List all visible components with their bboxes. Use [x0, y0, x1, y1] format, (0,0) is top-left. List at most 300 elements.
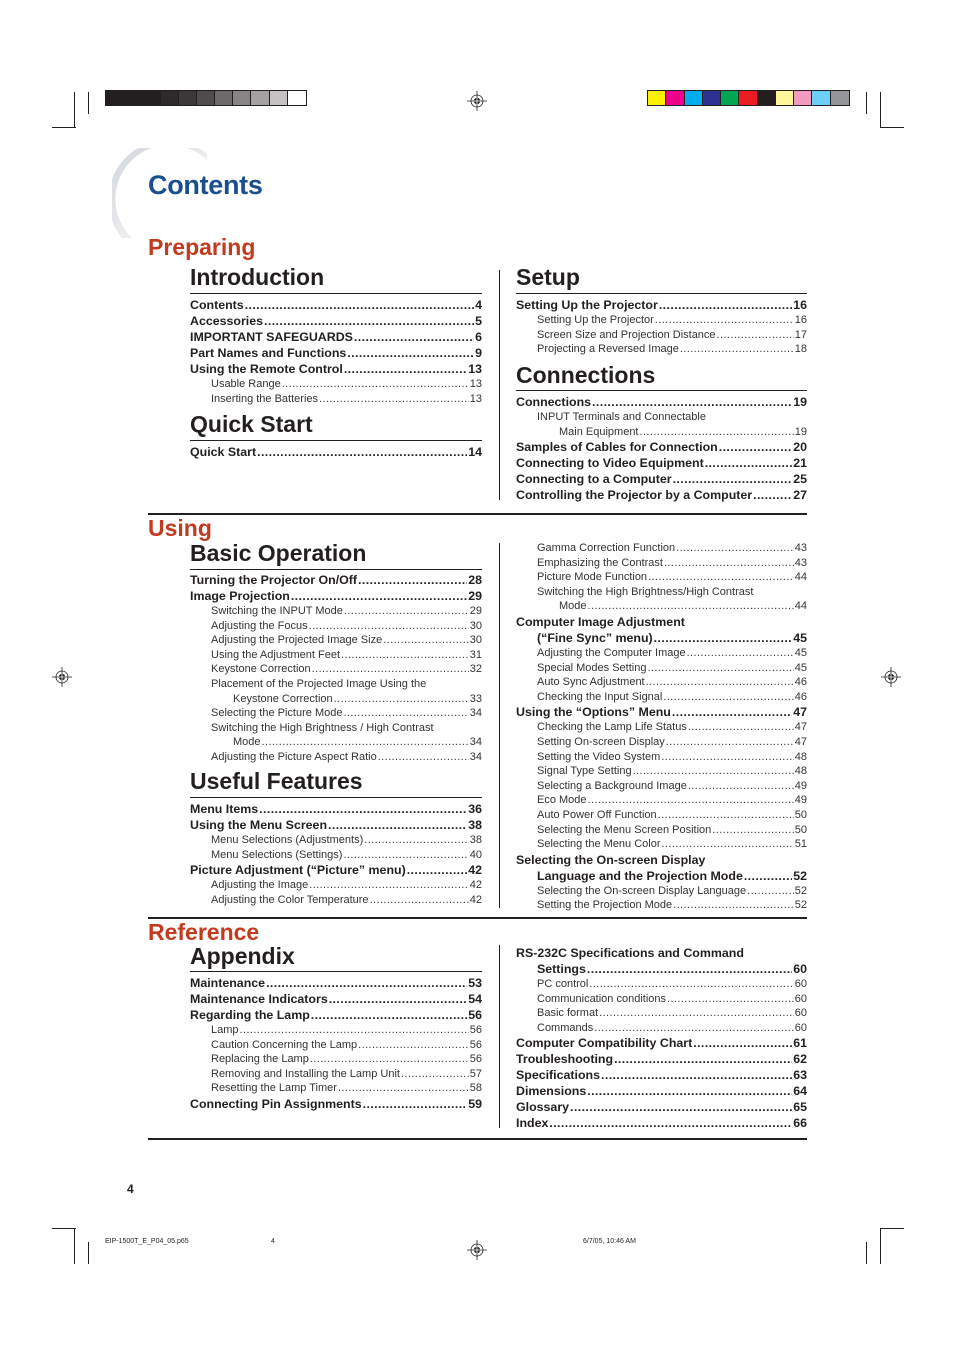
- toc-entry[interactable]: [516, 541, 807, 556]
- toc-entry[interactable]: [516, 471, 807, 487]
- toc-entry-page: 51: [794, 838, 807, 851]
- toc-leader-dots: [664, 556, 794, 571]
- toc-entry-title: Screen Size and Projection Distance: [537, 328, 716, 341]
- toc-entry-title: Connecting to Video Equipment: [516, 456, 704, 471]
- toc-leader-dots: [347, 345, 474, 361]
- toc-list-reference-continued: [516, 945, 807, 1131]
- toc-entry-page: 47: [794, 735, 807, 748]
- toc-entry[interactable]: [516, 837, 807, 852]
- toc-entry-page: 46: [794, 676, 807, 689]
- toc-leader-dots: [341, 648, 469, 663]
- toc-entry-page: 34: [469, 750, 482, 763]
- toc-entry[interactable]: [190, 662, 482, 677]
- toc-leader-dots: [329, 991, 467, 1007]
- chapter-heading-quick-start: Quick Start: [190, 411, 313, 437]
- toc-leader-dots: [311, 1007, 467, 1023]
- registration-mark-icon: [467, 91, 487, 111]
- toc-leader-dots: [364, 833, 469, 848]
- toc-entry[interactable]: [516, 1006, 807, 1021]
- toc-entry-page: 65: [793, 1100, 807, 1115]
- toc-entry-title: Setting the Video System: [537, 750, 661, 763]
- toc-list-setup: [516, 297, 807, 357]
- crop-mark: [74, 92, 75, 128]
- toc-entry[interactable]: [190, 361, 482, 377]
- color-swatch: [288, 91, 306, 105]
- color-swatch: [161, 91, 179, 105]
- toc-entry[interactable]: [190, 801, 482, 817]
- toc-entry-page: 53: [468, 976, 482, 990]
- toc-entry[interactable]: [516, 992, 807, 1007]
- toc-list-quick-start: [190, 444, 482, 460]
- toc-entry-page: 40: [469, 848, 482, 861]
- toc-entry-page: 6: [475, 330, 482, 344]
- footer-page: 4: [271, 1238, 275, 1245]
- toc-entry[interactable]: [516, 630, 807, 646]
- toc-entry[interactable]: [516, 1067, 807, 1083]
- toc-entry[interactable]: [516, 1099, 807, 1115]
- toc-entry-title: PC control: [537, 978, 589, 990]
- toc-entry-title: Communication conditions: [537, 992, 667, 1005]
- toc-entry-title: IMPORTANT SAFEGUARDS: [190, 330, 353, 344]
- toc-entry[interactable]: [516, 735, 807, 750]
- toc-entry-title: Selecting the On-screen Display: [516, 852, 706, 867]
- toc-leader-dots: [291, 588, 467, 604]
- toc-entry[interactable]: [516, 704, 807, 720]
- toc-leader-dots: [343, 848, 468, 863]
- toc-entry[interactable]: [516, 439, 807, 455]
- toc-entry-title: Using the Remote Control: [190, 362, 343, 376]
- toc-leader-dots: [633, 764, 794, 779]
- toc-entry[interactable]: [190, 392, 482, 407]
- toc-entry-title: Signal Type Setting: [537, 765, 632, 778]
- toc-leader-dots: [245, 297, 474, 313]
- toc-entry[interactable]: [190, 604, 482, 619]
- toc-entry-page: 18: [794, 343, 807, 356]
- toc-leader-dots: [370, 893, 469, 908]
- toc-entry[interactable]: [190, 1081, 482, 1096]
- toc-entry-title: Checking the Lamp Life Status: [537, 721, 687, 734]
- toc-leader-dots: [688, 720, 794, 735]
- toc-entry-title: Selecting the Picture Mode: [211, 707, 343, 720]
- toc-leader-dots: [666, 735, 794, 750]
- toc-leader-dots: [662, 837, 794, 852]
- toc-entry[interactable]: [516, 1051, 807, 1067]
- toc-entry[interactable]: [516, 884, 807, 899]
- section-separator: [148, 1138, 807, 1140]
- toc-entry-page: 34: [469, 736, 482, 749]
- toc-leader-dots: [680, 342, 794, 357]
- toc-entry[interactable]: [516, 823, 807, 838]
- toc-entry[interactable]: [516, 793, 807, 808]
- toc-leader-dots: [640, 425, 794, 440]
- toc-entry[interactable]: [516, 661, 807, 676]
- toc-leader-dots: [744, 868, 792, 884]
- crop-mark: [88, 92, 89, 114]
- toc-entry[interactable]: [516, 425, 807, 440]
- toc-entry[interactable]: [516, 1021, 807, 1036]
- toc-entry-title: Gamma Correction Function: [537, 542, 676, 554]
- toc-entry-title: Switching the INPUT Mode: [211, 605, 343, 617]
- toc-entry-page: 48: [794, 750, 807, 763]
- toc-entry[interactable]: [190, 1038, 482, 1053]
- color-swatch: [794, 91, 812, 105]
- crop-mark: [866, 1242, 867, 1264]
- toc-entry-page: 59: [468, 1096, 482, 1111]
- toc-leader-dots: [592, 394, 792, 410]
- toc-entry-page: 44: [794, 600, 807, 613]
- divider: [190, 440, 482, 441]
- registration-mark-icon: [881, 667, 901, 687]
- toc-entry[interactable]: [190, 444, 482, 460]
- toc-entry[interactable]: [190, 345, 482, 361]
- toc-entry-title: Image Projection: [190, 589, 290, 603]
- toc-entry-page: 54: [468, 992, 482, 1006]
- toc-entry-title: Keystone Correction: [233, 692, 333, 705]
- toc-entry[interactable]: [516, 646, 807, 661]
- gray-calibration-bar: [105, 90, 307, 106]
- toc-entry-page: 42: [468, 863, 482, 878]
- toc-leader-dots: [648, 570, 794, 585]
- toc-entry[interactable]: [190, 1096, 482, 1112]
- toc-entry[interactable]: [190, 893, 482, 908]
- toc-entry-title: Turning the Projector On/Off: [190, 573, 358, 587]
- toc-entry[interactable]: [516, 945, 807, 961]
- toc-entry[interactable]: [516, 487, 807, 503]
- toc-entry[interactable]: [516, 599, 807, 614]
- toc-entry-page: 49: [794, 779, 807, 792]
- toc-entry-page: 32: [469, 663, 482, 676]
- toc-entry[interactable]: [516, 570, 807, 585]
- toc-entry[interactable]: [190, 975, 482, 991]
- toc-entry-page: 5: [475, 314, 482, 328]
- toc-leader-dots: [338, 1081, 469, 1096]
- toc-entry[interactable]: [516, 675, 807, 690]
- toc-entry[interactable]: [190, 817, 482, 833]
- toc-entry[interactable]: [190, 377, 482, 392]
- toc-leader-dots: [646, 675, 794, 690]
- divider: [516, 293, 807, 294]
- toc-entry-title: Language and the Projection Mode: [537, 868, 743, 883]
- toc-entry[interactable]: [516, 394, 807, 410]
- color-calibration-bar: [647, 90, 850, 106]
- color-swatch: [251, 91, 269, 105]
- toc-entry[interactable]: [190, 633, 482, 648]
- toc-list-appendix: [190, 975, 482, 1112]
- toc-entry-page: 31: [469, 648, 482, 661]
- registration-mark-icon: [52, 667, 72, 687]
- toc-entry-title: Setting the Projection Mode: [537, 899, 673, 912]
- toc-entry[interactable]: [190, 735, 482, 750]
- toc-list-introduction: [190, 297, 482, 406]
- toc-entry-title: Emphasizing the Contrast: [537, 556, 663, 569]
- toc-entry-title: Setting Up the Projector: [537, 314, 654, 326]
- toc-entry-page: 27: [793, 488, 807, 503]
- toc-entry-page: 46: [794, 690, 807, 703]
- toc-entry[interactable]: [516, 410, 807, 425]
- toc-entry-page: 58: [469, 1082, 482, 1095]
- toc-entry-title: Part Names and Functions: [190, 346, 347, 360]
- toc-entry-page: 42: [469, 893, 482, 906]
- toc-leader-dots: [676, 541, 794, 556]
- toc-entry-title: Auto Sync Adjustment: [537, 676, 645, 689]
- toc-list-connections: [516, 394, 807, 503]
- chapter-heading-introduction: Introduction: [190, 264, 325, 290]
- toc-leader-dots: [358, 572, 467, 588]
- toc-entry-title: Adjusting the Color Temperature: [211, 893, 369, 906]
- toc-leader-dots: [589, 977, 793, 992]
- toc-entry[interactable]: [516, 614, 807, 630]
- toc-leader-dots: [282, 377, 469, 392]
- toc-entry-page: 50: [794, 808, 807, 821]
- toc-leader-dots: [747, 884, 794, 899]
- toc-entry-title: Samples of Cables for Connection: [516, 440, 718, 455]
- toc-entry-title: Mode: [559, 600, 587, 613]
- toc-entry-title: Troubleshooting: [516, 1052, 614, 1067]
- toc-entry[interactable]: [190, 572, 482, 588]
- toc-entry-page: 4: [475, 298, 482, 312]
- toc-entry-title: Picture Mode Function: [537, 571, 648, 584]
- toc-entry[interactable]: [516, 1115, 807, 1131]
- toc-entry-title: Adjusting the Projected Image Size: [211, 634, 383, 647]
- toc-entry-page: 38: [468, 818, 482, 832]
- toc-entry[interactable]: [516, 720, 807, 735]
- toc-entry[interactable]: [516, 779, 807, 794]
- toc-entry-title: Computer Image Adjustment: [516, 614, 685, 629]
- toc-entry-title: Adjusting the Computer Image: [537, 646, 686, 659]
- toc-entry[interactable]: [190, 588, 482, 604]
- toc-entry[interactable]: [190, 677, 482, 692]
- toc-entry[interactable]: [516, 898, 807, 913]
- toc-leader-dots: [594, 1021, 794, 1036]
- toc-entry[interactable]: [516, 585, 807, 600]
- toc-entry[interactable]: [190, 619, 482, 634]
- color-swatch: [648, 91, 666, 105]
- toc-entry[interactable]: [190, 750, 482, 765]
- toc-entry-page: 16: [794, 314, 807, 326]
- toc-leader-dots: [658, 808, 794, 823]
- toc-entry-title: Selecting a Background Image: [537, 779, 687, 792]
- toc-entry-title: Selecting the Menu Screen Position: [537, 823, 712, 836]
- toc-entry[interactable]: [516, 455, 807, 471]
- toc-entry-title: Menu Selections (Adjustments): [211, 834, 364, 846]
- toc-entry[interactable]: [516, 750, 807, 765]
- color-swatch: [179, 91, 197, 105]
- toc-leader-dots: [319, 392, 469, 407]
- toc-entry-title: Connections: [516, 395, 592, 409]
- toc-entry-title: Setting Up the Projector: [516, 298, 658, 312]
- toc-entry[interactable]: [190, 848, 482, 863]
- color-swatch: [758, 91, 776, 105]
- toc-entry[interactable]: [516, 868, 807, 884]
- toc-entry-title: Main Equipment: [559, 425, 639, 438]
- toc-entry[interactable]: [190, 1023, 482, 1038]
- section-heading-reference: Reference: [148, 919, 260, 945]
- chapter-heading-setup: Setup: [516, 264, 580, 290]
- toc-entry-title: Special Modes Setting: [537, 661, 647, 674]
- section-heading-preparing: Preparing: [148, 234, 256, 260]
- toc-leader-dots: [309, 878, 469, 893]
- toc-leader-dots: [654, 630, 793, 646]
- toc-entry[interactable]: [190, 991, 482, 1007]
- toc-entry-page: 45: [794, 646, 807, 659]
- toc-entry[interactable]: [190, 833, 482, 848]
- toc-entry-title: Dimensions: [516, 1084, 587, 1099]
- toc-entry[interactable]: [190, 313, 482, 329]
- toc-entry-page: 52: [794, 884, 807, 897]
- toc-leader-dots: [310, 1052, 469, 1067]
- toc-entry-page: 60: [794, 978, 807, 990]
- chapter-heading-basic-operation: Basic Operation: [190, 540, 367, 566]
- toc-entry-title: Usable Range: [211, 378, 281, 390]
- toc-leader-dots: [328, 817, 467, 833]
- toc-leader-dots: [588, 793, 794, 808]
- toc-entry-title: INPUT Terminals and Connectable: [537, 411, 706, 423]
- toc-entry[interactable]: [516, 808, 807, 823]
- toc-entry-title: Setting On-screen Display: [537, 735, 665, 748]
- toc-list-useful-features: [190, 801, 482, 907]
- toc-entry-title: Menu Items: [190, 802, 259, 816]
- toc-entry-title: Regarding the Lamp: [190, 1008, 310, 1022]
- toc-entry-page: 13: [469, 392, 482, 405]
- toc-list-using-continued: [516, 541, 807, 913]
- toc-entry-title: Maintenance Indicators: [190, 992, 328, 1006]
- chapter-heading-connections: Connections: [516, 362, 656, 388]
- toc-entry-title: Using the “Options” Menu: [516, 705, 671, 720]
- toc-entry-page: 61: [793, 1036, 807, 1051]
- toc-entry-title: Connecting Pin Assignments: [190, 1096, 362, 1111]
- toc-entry[interactable]: [516, 961, 807, 977]
- divider: [190, 569, 482, 570]
- toc-entry-title: Keystone Correction: [211, 663, 311, 676]
- toc-entry[interactable]: [190, 692, 482, 707]
- toc-entry-title: Settings: [537, 962, 586, 976]
- toc-entry-page: 16: [793, 298, 807, 312]
- toc-entry[interactable]: [190, 648, 482, 663]
- toc-entry-page: 33: [469, 692, 482, 705]
- toc-entry-page: 47: [793, 705, 807, 720]
- toc-leader-dots: [257, 444, 467, 460]
- toc-entry-page: 42: [469, 879, 482, 892]
- divider: [190, 971, 482, 972]
- footer-date: 6/7/05, 10:46 AM: [583, 1238, 636, 1245]
- toc-entry-title: Auto Power Off Function: [537, 808, 657, 821]
- crop-mark: [880, 1228, 881, 1264]
- toc-entry-page: 50: [794, 823, 807, 836]
- toc-leader-dots: [343, 706, 468, 721]
- toc-entry-page: 60: [794, 992, 807, 1005]
- toc-entry-title: Replacing the Lamp: [211, 1053, 309, 1066]
- toc-entry-page: 21: [793, 456, 807, 471]
- toc-list-basic-operation: [190, 572, 482, 765]
- toc-entry[interactable]: [516, 690, 807, 705]
- toc-entry[interactable]: [516, 342, 807, 357]
- toc-leader-dots: [259, 801, 467, 817]
- color-swatch: [124, 91, 142, 105]
- divider: [190, 293, 482, 294]
- toc-entry-title: Computer Compatibility Chart: [516, 1036, 693, 1051]
- toc-entry[interactable]: [516, 764, 807, 779]
- toc-entry-title: Menu Selections (Settings): [211, 848, 343, 861]
- toc-entry-page: 52: [793, 868, 807, 883]
- divider: [516, 390, 807, 391]
- toc-leader-dots: [614, 1051, 792, 1067]
- toc-entry[interactable]: [190, 329, 482, 345]
- toc-entry-page: 36: [468, 802, 482, 816]
- toc-entry-title: Projecting a Reversed Image: [537, 343, 679, 356]
- toc-entry[interactable]: [516, 297, 807, 313]
- color-swatch: [812, 91, 830, 105]
- toc-entry-title: Mode: [233, 736, 261, 749]
- toc-entry-title: Adjusting the Image: [211, 879, 309, 892]
- toc-entry-title: Using the Menu Screen: [190, 818, 328, 832]
- toc-entry-title: Specifications: [516, 1068, 601, 1083]
- toc-leader-dots: [570, 1099, 792, 1115]
- crop-mark: [866, 92, 867, 114]
- section-separator: [148, 513, 807, 515]
- toc-entry-page: 48: [794, 765, 807, 778]
- toc-entry[interactable]: [516, 556, 807, 571]
- toc-entry-title: Using the Adjustment Feet: [211, 648, 341, 661]
- toc-entry-title: Placement of the Projected Image Using the: [211, 677, 427, 690]
- toc-leader-dots: [601, 1067, 792, 1083]
- toc-entry-page: 43: [794, 556, 807, 569]
- toc-entry-page: 66: [793, 1116, 807, 1131]
- toc-entry-title: Controlling the Projector by a Computer: [516, 488, 753, 503]
- toc-entry-page: 60: [793, 962, 807, 976]
- color-swatch: [233, 91, 251, 105]
- color-swatch: [831, 91, 849, 105]
- toc-leader-dots: [659, 297, 792, 313]
- toc-entry[interactable]: [190, 706, 482, 721]
- toc-entry[interactable]: [190, 1052, 482, 1067]
- toc-leader-dots: [693, 1035, 792, 1051]
- toc-leader-dots: [655, 313, 794, 328]
- toc-leader-dots: [673, 471, 793, 487]
- toc-leader-dots: [312, 662, 469, 677]
- toc-leader-dots: [661, 750, 793, 765]
- toc-entry[interactable]: [190, 1007, 482, 1023]
- toc-entry[interactable]: [190, 862, 482, 878]
- toc-entry[interactable]: [190, 878, 482, 893]
- toc-leader-dots: [587, 961, 792, 977]
- toc-leader-dots: [688, 779, 794, 794]
- toc-entry[interactable]: [516, 852, 807, 868]
- toc-entry-page: 63: [793, 1068, 807, 1083]
- registration-mark-icon: [467, 1240, 487, 1260]
- toc-entry-page: 45: [793, 630, 807, 645]
- color-swatch: [703, 91, 721, 105]
- toc-entry[interactable]: [190, 297, 482, 313]
- toc-entry[interactable]: [516, 313, 807, 328]
- toc-entry[interactable]: [516, 1035, 807, 1051]
- toc-entry-page: 56: [469, 1024, 482, 1036]
- toc-leader-dots: [647, 661, 793, 676]
- toc-entry-page: 47: [794, 721, 807, 734]
- toc-entry[interactable]: [190, 1067, 482, 1082]
- chapter-heading-appendix: Appendix: [190, 943, 295, 969]
- toc-entry[interactable]: [516, 977, 807, 992]
- toc-entry[interactable]: [516, 328, 807, 343]
- toc-entry-page: 56: [469, 1053, 482, 1066]
- column-divider: [499, 270, 500, 500]
- toc-leader-dots: [672, 704, 792, 720]
- toc-entry[interactable]: [516, 1083, 807, 1099]
- toc-leader-dots: [309, 619, 469, 634]
- toc-entry-title: Glossary: [516, 1100, 570, 1115]
- toc-leader-dots: [663, 690, 793, 705]
- toc-entry[interactable]: [190, 721, 482, 736]
- crop-mark: [880, 92, 881, 128]
